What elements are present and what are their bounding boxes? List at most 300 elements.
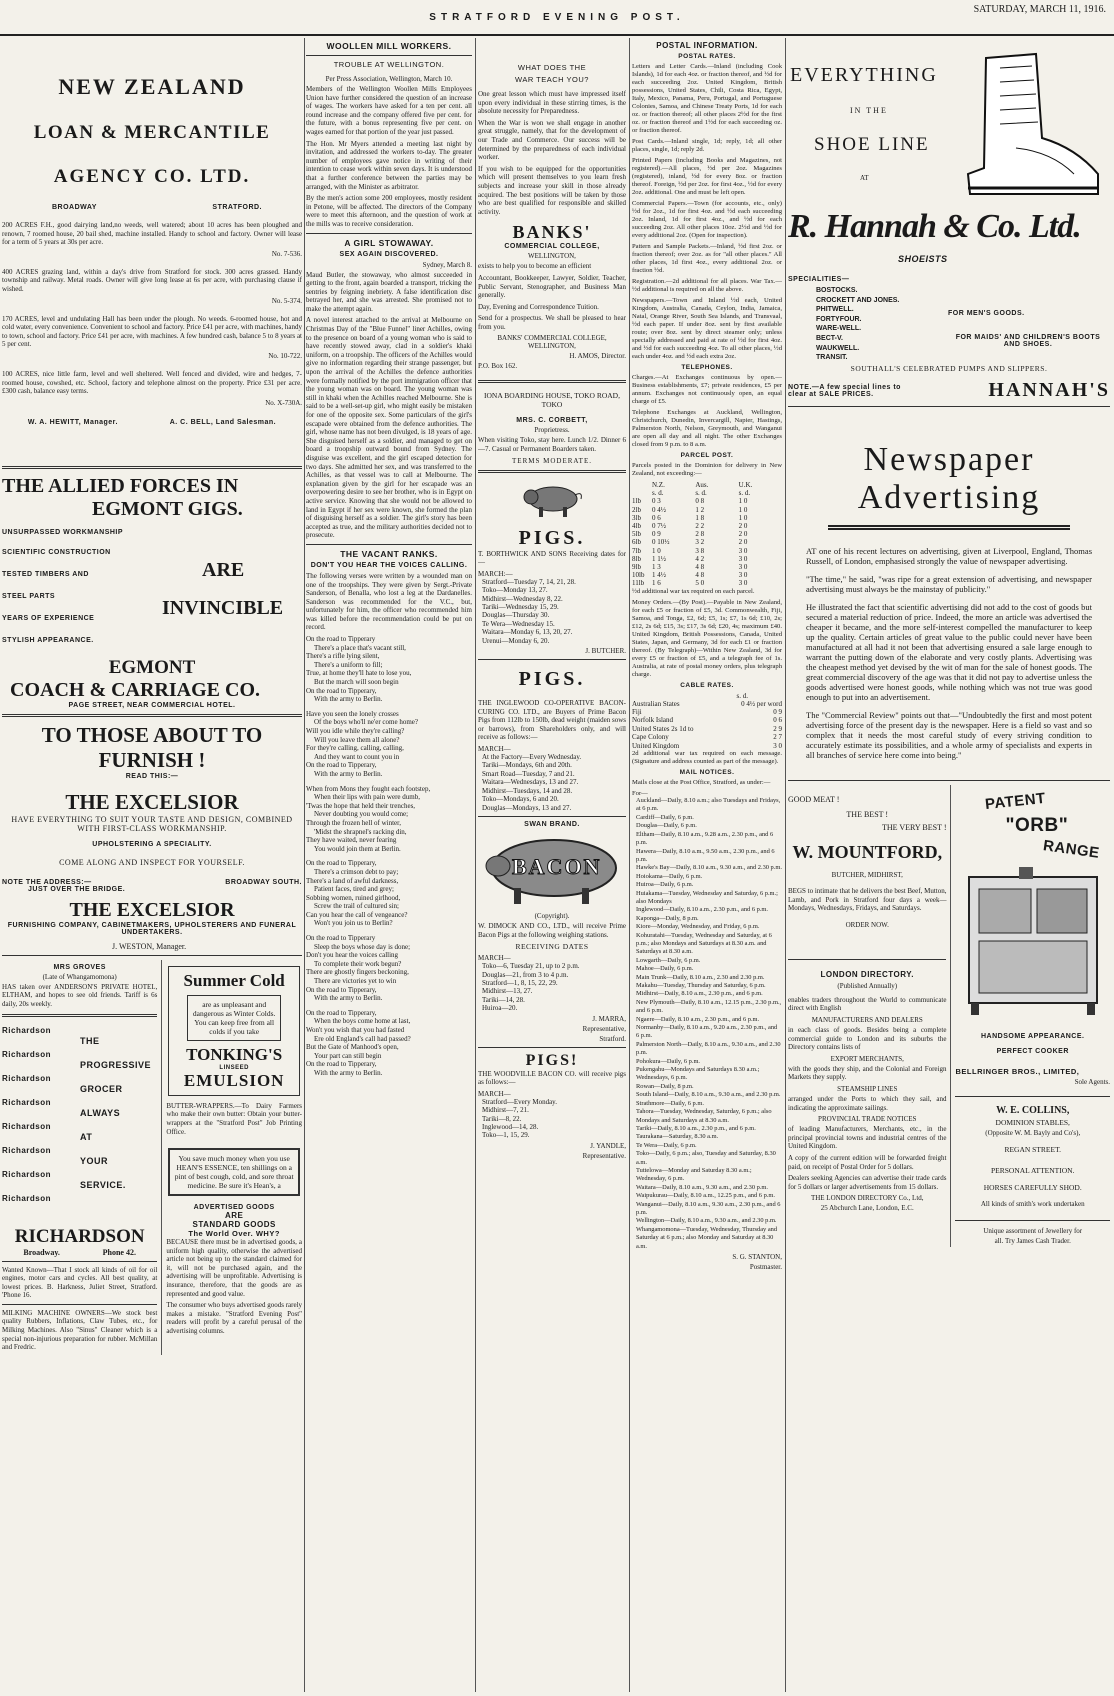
divider bbox=[2, 1304, 157, 1305]
cable-cell: Cape Colony bbox=[632, 733, 669, 742]
loan-listing bbox=[2, 370, 302, 407]
excelsior-address-row bbox=[2, 879, 302, 886]
newspaper-title: STRATFORD EVENING POST. bbox=[429, 12, 685, 23]
parcel-cell: 8lb bbox=[632, 554, 641, 563]
groves-name: MRS GROVES bbox=[53, 963, 106, 971]
allied-are: ARE bbox=[202, 558, 245, 581]
parcel-header-cell: N.Z. bbox=[652, 481, 665, 489]
loan-listing bbox=[2, 315, 302, 360]
stowaway-title: A GIRL STOWAWAY. bbox=[344, 237, 434, 248]
bacon-label: BACON bbox=[512, 853, 602, 879]
tonking-linseed: LINSEED bbox=[219, 1064, 249, 1071]
collins-attention: PERSONAL ATTENTION. bbox=[991, 1166, 1075, 1175]
collins-street: REGAN STREET. bbox=[1004, 1145, 1061, 1154]
orb-orb: "ORB" bbox=[1005, 815, 1069, 836]
pigs3-dates bbox=[478, 1098, 626, 1140]
excelsior-inspect: COME ALONG AND INSPECT FOR YOURSELF. bbox=[59, 857, 245, 867]
list-line: Waipukurau—Daily, 8.10 a.m., 12.25 p.m., and 6 p.m. bbox=[636, 1192, 775, 1200]
list-line: Hawke's Bay—Daily, 8.10 a.m., 9.30 a.m., and 2.30 p.m. bbox=[636, 864, 782, 872]
divider bbox=[788, 959, 946, 960]
loan-right-label: STRATFORD. bbox=[212, 204, 262, 211]
verse-line: On the road to Tipperary, bbox=[306, 761, 377, 770]
advertised-heading-3: STANDARD GOODS bbox=[192, 1220, 276, 1230]
verse-line: 'Midst the shrapnel's racking din, bbox=[314, 827, 407, 836]
masthead-rule bbox=[0, 34, 1114, 36]
list-line: Stratford—Tuesday 7, 14, 21, 28. bbox=[482, 577, 576, 586]
parcel-cell: 0 6 bbox=[652, 513, 661, 522]
divider bbox=[2, 714, 302, 717]
hannah-shoe-line: SHOE LINE bbox=[814, 134, 930, 155]
parcel-header-cell bbox=[632, 481, 652, 489]
list-line: Kiore—Monday, Wednesday, and Friday, 6 p.m. bbox=[636, 923, 760, 931]
richardson-name: Richardson bbox=[2, 1193, 52, 1203]
war-title-2: WAR TEACH YOU? bbox=[515, 75, 589, 84]
london-para: in each class of goods. Besides being a complete commercial guide to London and its suburbs the Directory contains lists of bbox=[788, 1025, 947, 1052]
tonking-cold-text: are as unpleasant and dangerous as Winter Colds. You can keep free from all colds if you take bbox=[187, 995, 281, 1041]
parcel-cell: 1 0 bbox=[652, 546, 661, 555]
richardson-name: Richardson bbox=[2, 1145, 52, 1155]
hannah-shoeists: SHOEISTS bbox=[898, 254, 948, 264]
richardson-word: GROCER bbox=[80, 1083, 123, 1094]
listing-text: 200 ACRES F.H., good dairying land,no weeds, well watered; about 10 acres has been ploughed and renown, 7 roomed house, 20 bail shed, machine installed. Handy to school and factory. Owner will lease for a term of 5 years at 30s per acre. bbox=[2, 221, 302, 247]
list-line: Huiroa—20. bbox=[482, 1004, 518, 1013]
money-orders: Money Orders.—(By Post).—Payable in New Zealand, for each £5 or fraction of £5, 3d. Commonwealth, Fiji, Samoa, and Tonga, £2, 6d; £5, 1s; £7, 1s 6d; £10, 2s; £12, 2s 6d; £15, 3s; £17, 3s 6d; £20, 4s; maximum £40. United Kingdom, British Possessions, Canada, United States, Japan, and Germany, 3d for each £1 or fraction thereof. (By Telegraph)—Within New Zealand, 3d for every £5 or fraction of £5, and a telegraph fee of 1s. Australia, at rate of postal money orders, plus telegraph charge. bbox=[632, 598, 782, 678]
list-line: TRANSIT. bbox=[816, 354, 848, 362]
cable-table bbox=[632, 700, 782, 750]
verse-line: Won't you wish that you had fasted bbox=[306, 1026, 405, 1034]
meat-very-best: THE VERY BEST ! bbox=[881, 823, 947, 832]
parcel-cell: 1 2 bbox=[695, 505, 705, 514]
banks-para: Send for a prospectus. We shall be pleased to hear from you. bbox=[478, 314, 626, 331]
orb-patent: PATENT bbox=[984, 789, 1047, 814]
egmont-name: EGMONT bbox=[108, 656, 196, 678]
postal-para: Commercial Papers.—Town (for accounts, etc., only) ½d for 2oz., 1d for first 4oz. and ½d each succeeding 2oz. Inland, 1d for first 4oz., and ½d for each succeeding 2oz. All other places 10oz. 2½d and ½d for every additional 2oz. (Open for inspection). bbox=[632, 200, 782, 239]
verse-line: Patient faces, tired and grey; bbox=[314, 885, 394, 894]
list-line: Waitara—Monday 6, 13, 20, 27. bbox=[482, 628, 573, 637]
list-line: Tuttelowa—Monday and Saturday 8.30 a.m.; Wednesday, 6 p.m. bbox=[636, 1166, 752, 1183]
divider bbox=[478, 816, 626, 817]
parcel-header-cell: s. d. bbox=[695, 489, 707, 498]
war-para: One great lesson which must have impressed itself upon every individual in these stirring times, is the absolute necessity for Preparedness. bbox=[478, 90, 626, 116]
list-line: Cardiff—Daily, 6 p.m. bbox=[636, 813, 694, 821]
list-line: Rowan—Daily, 8 p.m. bbox=[636, 1082, 694, 1090]
parcel-header bbox=[632, 481, 782, 489]
verse-line: Have you seen the lonely crosses bbox=[306, 709, 399, 718]
hannah-name: HANNAH'S bbox=[988, 379, 1110, 401]
list-line: Toko—6, Tuesday 21, up to 2 p.m. bbox=[482, 962, 580, 971]
hannah-everything: EVERYTHING bbox=[790, 64, 938, 86]
list-line: Strathmore—Daily, 6 p.m. bbox=[636, 1099, 704, 1107]
parcel-cell: 9lb bbox=[632, 563, 641, 572]
parcel-cell: 0 3 bbox=[652, 497, 661, 506]
list-line: Douglas—Daily, 6 p.m. bbox=[636, 822, 697, 830]
postal-para: Registration.—2d additional for all places. War Tax.—½d additional is required on all the above. bbox=[632, 278, 782, 293]
list-line: Lowgarth—Daily, 6 p.m. bbox=[636, 956, 701, 964]
divider bbox=[2, 1014, 157, 1017]
london-annual: (Published Annually) bbox=[837, 981, 898, 990]
woollen-para: By the men's action some 200 employees, mostly resident in Petone, will be affected. The directors of the Company were to meet this afternoon, and the question of work at the mills was to receive consideration. bbox=[306, 194, 472, 228]
orb-range: RANGE bbox=[1042, 837, 1102, 862]
list-line: Stratford—Every Monday. bbox=[482, 1097, 557, 1106]
list-line: Toko—Daily, 6 p.m.; also, Tuesday and Saturday, 8.30 a.m. bbox=[636, 1150, 776, 1166]
meat-order: ORDER NOW. bbox=[845, 920, 889, 929]
parcel-cell: 1 1½ bbox=[652, 554, 666, 563]
allied-item: UNSURPASSED WORKMANSHIP bbox=[2, 528, 124, 536]
stowaway-dateline: Sydney, March 8. bbox=[422, 260, 472, 269]
verse-line: When the boys come home at last, bbox=[314, 1017, 411, 1026]
excelsior-company: FURNISHING COMPANY, CABINETMAKERS, UPHOLSTERERS AND FUNERAL UNDERTAKERS. bbox=[7, 921, 297, 936]
column-rule bbox=[785, 38, 786, 1692]
column-4 bbox=[632, 38, 782, 1692]
list-line: Mahoe—Daily, 6 p.m. bbox=[636, 965, 694, 973]
list-line: Makahu—Tuesday, Thursday and Saturday, 6 p.m. bbox=[636, 982, 766, 990]
parcel-cell: 1 0 bbox=[738, 505, 748, 514]
meat-subcolumn bbox=[788, 785, 951, 1247]
list-line: BECT-V. bbox=[816, 334, 843, 342]
orb-range-ad bbox=[955, 789, 1110, 1019]
egmont-coach: COACH & CARRIAGE CO. bbox=[10, 678, 260, 701]
listing-ref: No. 5-374. bbox=[271, 296, 302, 305]
loan-heading-2: LOAN & MERCANTILE bbox=[33, 122, 271, 143]
jewellery-2: all. Try James Cash Trader. bbox=[994, 1237, 1071, 1245]
pigs2-title: PIGS. bbox=[518, 668, 586, 691]
parcel-cell: 2 0 bbox=[738, 522, 748, 531]
divider bbox=[478, 380, 626, 383]
tonking-name: TONKING'S bbox=[186, 1044, 283, 1064]
cable-cell: 0 9 bbox=[773, 708, 782, 717]
orb-subcolumn bbox=[951, 785, 1110, 1247]
postmaster-name: S. G. STANTON, bbox=[732, 1253, 782, 1262]
richardson-word: THE bbox=[80, 1035, 100, 1046]
parcel-header-cell: s. d. bbox=[738, 489, 751, 498]
list-line: Toko—Mondays, 6 and 20. bbox=[482, 795, 559, 804]
divider bbox=[478, 659, 626, 660]
parcel-cell: 6lb bbox=[632, 538, 641, 547]
parcel-tax: ½d additional war tax required on each parcel. bbox=[632, 587, 755, 595]
list-line: Pukengahu—Mondays and Saturdays 8.30 a.m.; Wednesdays, 6 p.m. bbox=[636, 1066, 760, 1082]
cable-cell: United Kingdom bbox=[632, 741, 680, 750]
parcel-row bbox=[632, 555, 782, 563]
verse-line: With the army to Berlin. bbox=[314, 695, 383, 704]
left-subcolumn bbox=[2, 960, 162, 1355]
parcel-cell: 1 6 bbox=[652, 579, 661, 588]
parcel-row bbox=[632, 571, 782, 579]
butter-wrappers: BUTTER-WRAPPERS.—To Dairy Farmers who make their own butter: Obtain your butter-wrappers at the "Stratford Post" Job Printing Office. bbox=[166, 1101, 302, 1136]
furnish-heading-2: FURNISH ! bbox=[98, 747, 206, 772]
orb-agents-name: BELLRINGER BROS., LIMITED, bbox=[955, 1067, 1080, 1076]
list-line: Huiakama—Tuesday, Wednesday and Saturday, 6 p.m.; also Mondays bbox=[636, 889, 778, 905]
iona-proprietress: Proprietress. bbox=[534, 426, 570, 435]
excelsior-name: THE EXCELSIOR bbox=[65, 789, 239, 814]
divider bbox=[2, 955, 302, 956]
verse bbox=[306, 1009, 472, 1078]
verse bbox=[306, 785, 472, 854]
list-line: Tariki—8, 22. bbox=[482, 1114, 522, 1123]
parcel-cell: 3lb bbox=[632, 513, 641, 522]
woollen-para: Members of the Wellington Woollen Mills Employees Union have further considered the question of an increase of wages. The workers have asked for a ten per cent. all round increase and the company offered five per cent. for the future, with a bonus representing five per cent. on wages earned for that portion of the year just passed. bbox=[306, 85, 472, 136]
parcel-cell: 7lb bbox=[632, 546, 641, 555]
richardson-word: ALWAYS bbox=[80, 1107, 121, 1118]
excelsior-manager: J. WESTON, Manager. bbox=[112, 941, 187, 951]
boot-icon bbox=[956, 48, 1106, 208]
furnish-heading-1: TO THOSE ABOUT TO bbox=[41, 722, 263, 747]
richardson-name: Richardson bbox=[2, 1121, 52, 1131]
loan-listing bbox=[2, 268, 302, 305]
meat-butcher-name: W. MOUNTFORD, bbox=[792, 842, 943, 862]
richardson-name: Richardson bbox=[2, 1049, 52, 1059]
hannah-logo: R. Hannah & Co. Ltd. bbox=[788, 208, 1081, 245]
banks-name: BANKS' bbox=[512, 222, 592, 243]
allied-item: TESTED TIMBERS AND bbox=[2, 570, 89, 578]
column-3 bbox=[478, 38, 626, 1692]
parcel-cell: 0 9 bbox=[652, 530, 661, 539]
list-line: At the Factory—Every Wednesday. bbox=[482, 753, 582, 762]
woollen-para: The Hon. Mr Myers attended a meeting last night by invitation, and addressed the workers to-day. The greater number of employees gave notice in writing of their intention to cease work within seven days. It is understood that a further conference between the parties may be arranged, with the Minister as arbitrator. bbox=[306, 139, 472, 191]
list-line: Inglewood—Daily, 8.10 a.m., 2.30 p.m., and 6 p.m. bbox=[636, 906, 768, 914]
banks-sub: COMMERCIAL COLLEGE, bbox=[504, 243, 600, 251]
hannah-at: AT bbox=[860, 174, 869, 182]
stowaway-para: A novel interest attached to the arrival at Melbourne on Christmas Day of the "Blue Funnel" liner Achilles, owing to the presence on board of a young woman who is said to have recently stowed away, clad in a soldier's khaki uniform, on a troopship. The officers of the Achilles would give no information regarding their strange passenger, but upon the arrival of the Achilles the defence authorities were formally notified by the port immigration officer that the young woman was on board. The young woman was still in khaki when the Achilles reached Melbourne. She is said to be a well-set-up girl, who might easily be mistaken for one of the opposite sex. Some particulars of the girl's escapade were obtained from the defence authorities. The girl, whose name has not been divulged, is 18 years of age. She disguised herself as a soldier, and managed to get on board a troopship outward bound from Sydney. The disguise was excellent, and the girl escaped detection for two days. She admitted her sex, and was transferred to the Achilles, as that vessel was to call at Melbourne. The explanation given by the girl for her escapade was an overpowering desire to see her brother, who is in Egypt on active service. Knowing that she would not be allowed to land in Egypt if her sex were known, she formed the plan of disguising herself as a soldier. The girl's story has been accepted as true, and the military authorities decided not to prosecute. bbox=[306, 316, 472, 540]
pigs1-dates bbox=[478, 578, 626, 645]
swan-title: SWAN BRAND. bbox=[524, 820, 580, 828]
war-para: When the War is won we shall engage in another great struggle, namely, that for the development of our Trade and Commerce. Our success will be determined by the preparedness of each individual worker. bbox=[478, 118, 626, 162]
tonking-ad bbox=[168, 966, 300, 1096]
london-addr: 25 Abchurch Lane, London, E.C. bbox=[820, 1204, 914, 1213]
cable-cell: United States 2s 1d to bbox=[632, 724, 694, 733]
list-line: PHITWELL. bbox=[816, 306, 854, 314]
parcel-cell: 2lb bbox=[632, 505, 641, 514]
pigs3-title: PIGS! bbox=[525, 1051, 579, 1069]
verse-line: On the road to Tipperary, bbox=[306, 686, 377, 695]
loan-location-row bbox=[52, 204, 262, 211]
list-line: Inglewood—14, 28. bbox=[482, 1122, 539, 1131]
verse-line: You would join them at Berlin. bbox=[314, 844, 401, 853]
list-line: Douglas—Thursday 30. bbox=[482, 611, 550, 620]
verse bbox=[306, 859, 472, 928]
list-line: CROCKETT AND JONES. bbox=[816, 296, 900, 304]
swan-copyright: (Copyright). bbox=[534, 911, 570, 920]
newspaper-para: He illustrated the fact that scientific advertising did not add to the cost of goods but secured a material reduction of price. Indeed, the more an article was advertised the cheaper it became, and the more self-interest compelled the manufacturer to keep up the quality. Certain articles of great value to the public could never have been manufactured at all had it not been that advertising ensured a sale large enough to warrant the putting down of the elaborate and very costly plants. Advertising was the cheapest method yet devised by the wit of man for the sale of honest goods. The great commercial discovery of the age was that it did not pay to advertise unless the goods advertised were honest goods, while nothing which was not true was good enough to put into an advertisement. bbox=[806, 602, 1092, 702]
advertised-text-2: The consumer who buys advertised goods rarely makes a mistake. "Stratford Evening Post" readers will profit by a careful perusal of the advertising columns. bbox=[166, 1301, 302, 1336]
postal-title: POSTAL INFORMATION. bbox=[656, 41, 758, 50]
excelsior-bridge: JUST OVER THE BRIDGE. bbox=[28, 885, 126, 893]
allied-item: STEEL PARTS bbox=[2, 592, 56, 600]
verse-line: Screw the trail of cultured sin; bbox=[314, 902, 399, 911]
london-steamship: STEAMSHIP LINES bbox=[837, 1084, 898, 1093]
allied-item: SCIENTIFIC CONSTRUCTION bbox=[2, 548, 111, 556]
list-line: Toko—1, 15, 29. bbox=[482, 1131, 530, 1140]
parcel-table bbox=[632, 497, 782, 587]
advertised-heading-2: ARE bbox=[224, 1211, 244, 1221]
cable-tax: 2d additional war tax required on each message. (Signature and address counted as part of the message). bbox=[632, 750, 782, 766]
vacant-intro: The following verses were written by a wounded man on one of the troopships. They were given by Sergt.-Private Sanderson, of Benalla, who lost a leg at the Dardanelles. Sanderson was recommended for the V.C., but, unfortunately for him, the officer who recommended him was killed before the recommendation could be put on record. bbox=[306, 571, 472, 632]
cable-cell: 0 4½ per word bbox=[741, 699, 782, 708]
stowaway-para: Maud Butler, the stowaway, who almost succeeded in getting to the front, again boarded a transport, tricking the sentries by feigning inebriety. A false identification disc betrayed her, and she was arrested. She promised not to make the attempt again. bbox=[306, 270, 472, 313]
listing-ref: No. 7-536. bbox=[271, 249, 302, 258]
banks-director: H. AMOS, Director. bbox=[569, 352, 626, 361]
groves-text: HAS taken over ANDERSON'S PRIVATE HOTEL, ELTHAM, and hopes to see old friends. Tariff is 6s daily, 20s weekly. bbox=[2, 982, 158, 1008]
parcel-cell: 1 3 bbox=[652, 563, 661, 572]
loan-heading-3: AGENCY CO. LTD. bbox=[53, 166, 251, 187]
collins-all: All kinds of smith's work undertaken bbox=[980, 1200, 1085, 1208]
listing-text: 100 ACRES, nice little farm, level and well sheltered. Well fenced and divided, wire and hedges, 7-roomed house, cowshed, etc. School, factory and telephone almost on the property. Price £31 per acre. £300 cash, balance easy terms. bbox=[2, 369, 302, 396]
richardson-street: Broadway. bbox=[23, 1247, 60, 1257]
mail-title: MAIL NOTICES. bbox=[679, 769, 735, 777]
cable-header: s. d. bbox=[736, 691, 748, 700]
divider bbox=[2, 1261, 157, 1262]
postal-para: Pattern and Sample Packets.—Inland, ½d first 2oz. or fraction thereof; over 2oz. as for "all other places." All other places, 1d first 4oz., every additional 2oz. or fraction ½d. bbox=[632, 243, 782, 274]
verse-line: On the road to Tipperary, bbox=[306, 1060, 377, 1069]
list-line: Douglas—21, from 3 to 4 p.m. bbox=[482, 970, 569, 979]
pigs3-sig: J. YANDLE, bbox=[590, 1141, 626, 1150]
list-line: Toko—Monday 13, 27. bbox=[482, 586, 548, 595]
parcel-title: PARCEL POST. bbox=[680, 452, 734, 459]
verse-line: Through the frozen hell of winter, bbox=[306, 818, 401, 827]
excelsior-address: BROADWAY SOUTH. bbox=[225, 878, 302, 886]
banks-para: Day, Evening and Correspondence Tuition. bbox=[478, 302, 599, 311]
cable-cell: 2 9 bbox=[773, 724, 782, 733]
cable-row bbox=[632, 708, 782, 716]
divider bbox=[788, 406, 1110, 407]
parcel-cell: 2 8 bbox=[695, 530, 705, 539]
cable-row bbox=[632, 725, 782, 733]
parcel-para: Parcels posted in the Dominion for delivery in New Zealand, not exceeding:— bbox=[632, 462, 782, 477]
list-line: WAUKWELL. bbox=[816, 344, 860, 352]
verse-line: Sobbing women, ruined girlhood, bbox=[306, 893, 401, 902]
parcel-cell: 3 2 bbox=[695, 538, 705, 547]
richardson-word: PROGRESSIVE bbox=[80, 1059, 152, 1070]
pigs2-para: THE INGLEWOOD CO-OPERATIVE BACON-CURING CO. LTD., are Buyers of Prime Bacon Pigs from 112lb to 150lb, dead weight (maiden sows or barrows), from Shareholders only, and will receive as follows:— bbox=[478, 699, 626, 742]
divider bbox=[2, 466, 302, 469]
list-line: Normanby—Daily, 8.10 a.m., 9.20 a.m., 2.30 p.m., and 6 p.m. bbox=[636, 1024, 778, 1040]
tonking-summer: Summer Cold bbox=[183, 970, 285, 990]
right-subcolumn bbox=[162, 960, 302, 1355]
vacant-verses bbox=[306, 635, 472, 1078]
verse-line: Can you hear the call of vengeance? bbox=[306, 910, 408, 919]
newspaper-para: The "Commercial Review" points out that—"Undoubtedly the first and most potent advertising force of the present day is the newspaper. Here is a field so vast and so complex that it needs the most careful study of every striving condition to accurately estimate its possibilities, and a whole army of specialists and experts in all branches of service here come into being." bbox=[806, 710, 1092, 760]
parcel-row bbox=[632, 514, 782, 522]
mail-para: Mails close at the Post Office, Stratford, as under:— bbox=[632, 779, 771, 787]
verse-line: With the army to Berlin. bbox=[314, 1068, 383, 1077]
cable-cell: Australian States bbox=[632, 699, 680, 708]
orb-agents: Sole Agents. bbox=[1074, 1078, 1110, 1086]
richardson-contact bbox=[2, 1248, 157, 1257]
london-para: arranged under the Ports to which they sail, and indicating the approximate sailings. bbox=[788, 1094, 947, 1112]
list-line: Midhirst—Tuesdays, 14 and 28. bbox=[482, 786, 573, 795]
postmaster-title: Postmaster. bbox=[749, 1263, 782, 1272]
swan-sig: J. MARRA, bbox=[592, 1014, 626, 1023]
parcel-row bbox=[632, 579, 782, 587]
pigs3-month: MARCH— bbox=[478, 1089, 511, 1098]
divider bbox=[788, 780, 1110, 781]
list-line: Kohuratahi—Tuesday, Wednesday and Saturday, at 6 p.m.; also Mondays and Saturdays at 8.30 a.m. and Saturdays at 8.30 a.m. bbox=[636, 931, 772, 956]
london-para: Dealers seeking Agencies can advertise their trade cards for 5 dollars or larger advertisements from 15 dollars. bbox=[788, 1174, 947, 1191]
column-5 bbox=[788, 38, 1110, 1692]
parcel-header-cell: Aus. bbox=[695, 481, 709, 489]
verse-line: When from Mons they fought each footstep, bbox=[306, 784, 431, 793]
list-line: Palmerston North—Daily, 8.10 a.m., 9.30 a.m., and 2.30 p.m. bbox=[636, 1040, 781, 1057]
newspaper-ad-title-2: Advertising bbox=[857, 479, 1041, 516]
verse-line: There are ghostly fingers beckoning, bbox=[306, 968, 409, 977]
list-line: New Plymouth—Daily, 8.10 a.m., 12.15 p.m., 2.30 p.m., and 6 p.m. bbox=[636, 998, 782, 1015]
advertised-heading-1: ADVERTISED GOODS bbox=[193, 1204, 275, 1212]
tonking-emulsion: EMULSION bbox=[183, 1070, 285, 1090]
pigs1-title: PIGS. bbox=[518, 526, 586, 549]
postal-para: Post Cards.—Inland single, 1d; reply, 1d; all other places, single, 1d; reply 2d. bbox=[632, 138, 782, 153]
collins-horses: HORSES CAREFULLY SHOD. bbox=[983, 1183, 1082, 1192]
cable-cell: 2 7 bbox=[773, 733, 782, 742]
london-sig: THE LONDON DIRECTORY Co., Ltd, bbox=[810, 1194, 924, 1203]
hannah-in-the: IN THE bbox=[850, 106, 888, 115]
list-line: Ngaere—Daily, 8.10 a.m., 2.30 p.m., and 6 p.m. bbox=[636, 1015, 760, 1023]
excelsior-note: NOTE THE ADDRESS:— bbox=[2, 878, 92, 886]
pigs3-para: THE WOODVILLE BACON CO. will receive pigs as follows:— bbox=[478, 1069, 626, 1087]
column-2 bbox=[306, 38, 472, 1692]
london-para: A copy of the current edition will be forwarded freight paid, on receipt of Postal Order for 5 dollars. bbox=[788, 1153, 947, 1171]
verse-line: But the Gate of Manhood's open, bbox=[306, 1043, 399, 1052]
parcel-header-cell: U.K. bbox=[738, 481, 753, 489]
parcel-cell: 1lb bbox=[632, 497, 641, 506]
bacon-pig-illustration bbox=[478, 832, 626, 908]
postal-para: Newspapers.—Town and Inland ½d each, United Kingdom, Australia, Canada, Ceylon, India, Jamaica, Natal, Orange River, South Sea Islands, and Transvaal, ½d each paper. If under 8oz. sent by first available route; over 8oz. sent by direct steamer only; unless specially addressed and paid at rate of ½d for first 4oz. and ½d for each succeeding 4oz. To all other places, ½d each under 4oz. and ½d each extra 2oz. bbox=[632, 297, 782, 360]
war-title-1: WHAT DOES THE bbox=[517, 63, 587, 72]
banks-para: exists to help you to become an efficient bbox=[478, 262, 592, 271]
vacant-sub: DON'T YOU HEAR THE VOICES CALLING. bbox=[310, 561, 468, 569]
orb-cooker: PERFECT COOKER bbox=[996, 1048, 1069, 1055]
war-para: If you wish to be equipped for the opportunities which will present themselves to you learn fresh subjects and increase your skill in those already acquired. The best positions will be taken by those who are best qualified for responsible and skilled activity. bbox=[478, 164, 626, 216]
stove-icon bbox=[959, 867, 1107, 1017]
london-export: EXPORT MERCHANTS, bbox=[830, 1054, 904, 1063]
list-line: Douglas—Mondays, 13 and 27. bbox=[482, 803, 572, 812]
hannah-note: NOTE.—A few special lines to clear at SALE PRICES. bbox=[788, 383, 901, 398]
divider bbox=[955, 1220, 1110, 1221]
mail-for: For— bbox=[632, 790, 648, 798]
parcel-cell: 11lb bbox=[632, 579, 645, 588]
verse-line: When their lips with pain were dumb, bbox=[314, 793, 420, 802]
list-line: FORTYFOUR. bbox=[816, 315, 862, 323]
harkness-notice: Wanted Known—That I stock all kinds of oil for oil engines, motor cars and cycles. All best quality, at lowest prices. B. Harkness, Juliet Street, Stratford. 'Phone 16. bbox=[2, 1265, 158, 1300]
verse-line: On the road to Tipperary bbox=[306, 635, 376, 644]
richardson-word: AT bbox=[80, 1131, 93, 1142]
loan-heading-1: NEW ZEALAND bbox=[58, 74, 246, 99]
london-manufacturers: MANUFACTURERS AND DEALERS bbox=[811, 1015, 923, 1024]
banks-city: WELLINGTON, bbox=[528, 252, 576, 261]
collins-opp: (Opposite W. M. Bayly and Co's), bbox=[985, 1129, 1081, 1137]
list-line: Midhirst—13, 27. bbox=[482, 987, 533, 996]
parcel-row bbox=[632, 538, 782, 546]
parcel-header-cell: s. d. bbox=[652, 489, 664, 498]
verse-line: Of the boys who'll ne'er come home? bbox=[314, 718, 418, 727]
parcel-cell: 0 4½ bbox=[652, 505, 666, 514]
london-provincial: PROVINCIAL TRADE NOTICES bbox=[818, 1115, 917, 1124]
parcel-cell: 1 4½ bbox=[652, 571, 666, 580]
excelsior-upholstering: UPHOLSTERING A SPECIALITY. bbox=[92, 840, 212, 848]
swan-dates bbox=[478, 962, 626, 1012]
furnish-read: READ THIS:— bbox=[125, 772, 179, 780]
verse-line: Never doubting you would come; bbox=[314, 810, 409, 819]
woollen-sub: TROUBLE AT WELLINGTON. bbox=[333, 60, 445, 69]
verse-line: On the road to Tipperary, bbox=[306, 1008, 377, 1017]
parcel-row bbox=[632, 506, 782, 514]
verse-line: True, at home they'll hate to lose you, bbox=[306, 669, 412, 678]
column-rule bbox=[475, 38, 476, 1692]
banks-list: Accountant, Bookkeeper, Lawyer, Soldier, Teacher, Public Servant, Stenographer, and Business Man generally. bbox=[478, 273, 626, 300]
pigs2-dates bbox=[478, 753, 626, 812]
divider bbox=[306, 55, 472, 56]
list-line: Hoiokama—Daily, 6 p.m. bbox=[636, 872, 703, 880]
issue-date: SATURDAY, MARCH 11, 1916. bbox=[973, 4, 1106, 15]
list-line: Hawera—Daily, 8.10 a.m., 9.50 a.m., 2.30 p.m., and 6 p.m. bbox=[636, 847, 775, 863]
